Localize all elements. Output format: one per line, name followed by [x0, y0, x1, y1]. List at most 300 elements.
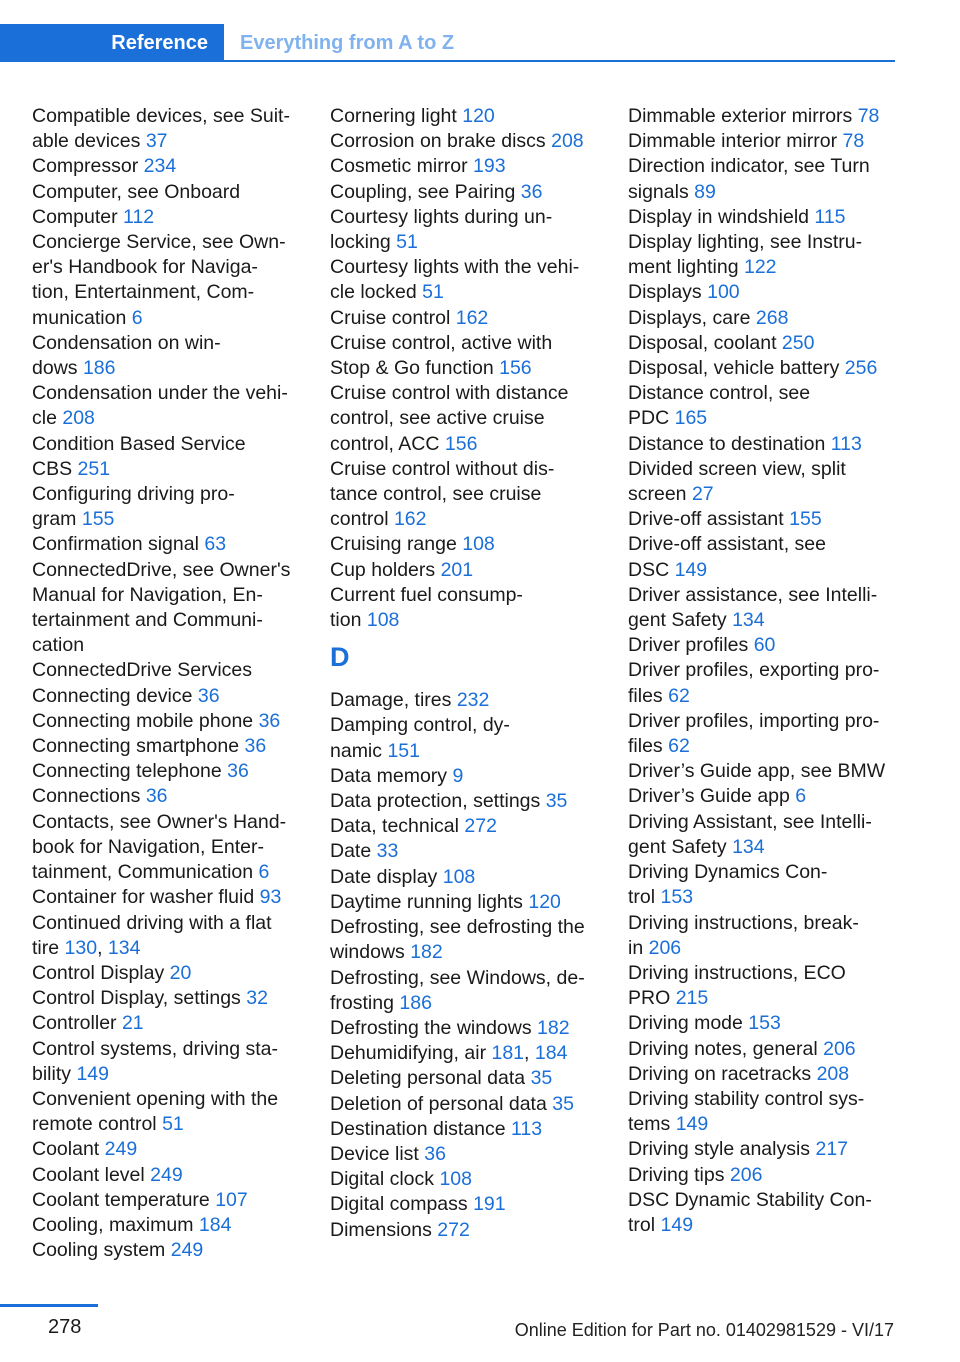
- index-entry-text: Condensation under the vehi-: [32, 382, 288, 405]
- index-letter-heading: D: [330, 642, 350, 673]
- index-entry: [628, 154, 898, 204]
- index-entry-text: tertainment and Communi-: [32, 609, 263, 632]
- index-entry-text: Coupling, see Pairing 36: [330, 180, 543, 203]
- index-entry: [32, 1037, 304, 1087]
- index-entry: [628, 810, 898, 860]
- index-entry-text: Cooling, maximum 184: [32, 1213, 232, 1236]
- page-reference-link[interactable]: 108: [462, 533, 495, 556]
- index-entry-text: Driver profiles, exporting pro-: [628, 659, 880, 682]
- index-entry: [32, 154, 304, 179]
- page-reference-link[interactable]: 153: [660, 886, 694, 909]
- index-entry: [628, 709, 898, 759]
- index-entry: [330, 1192, 602, 1217]
- index-entry-text: Control Display, settings 32: [32, 987, 268, 1010]
- index-entry-text: files 62: [628, 735, 690, 758]
- index-entry: [330, 381, 602, 457]
- index-entry: [628, 1037, 898, 1062]
- index-entry: [330, 1066, 602, 1091]
- index-entry-text: Control Display 20: [32, 961, 192, 984]
- index-entry-text: cation: [32, 634, 85, 657]
- index-entry-text: PDC 165: [628, 407, 708, 430]
- index-entry-text: Damage, tires 232: [330, 689, 490, 712]
- index-entry-text: cle locked 51: [330, 281, 444, 304]
- edition-note: Online Edition for Part no. 01402981529 - VI/17: [514, 1320, 894, 1340]
- page-reference-link[interactable]: 268: [755, 306, 789, 329]
- index-entry-text: DSC Dynamic Stability Con-: [628, 1188, 872, 1211]
- index-entry: [628, 457, 898, 507]
- index-entry: [32, 885, 304, 910]
- index-entry: [628, 1062, 898, 1087]
- index-entry-text: Coolant 249: [32, 1138, 138, 1161]
- page-reference-link[interactable]: 9: [452, 764, 464, 787]
- index-entry: [330, 154, 602, 179]
- index-entry: [330, 688, 602, 713]
- index-entry: [32, 104, 304, 154]
- index-entry-text: Convenient opening with the: [32, 1087, 279, 1110]
- index-entry: [330, 532, 602, 557]
- index-entry-text: Driving mode 153: [628, 1012, 781, 1035]
- index-entry-text: Condition Based Service: [32, 432, 246, 455]
- index-entry-text: Cruise control, active with: [330, 331, 553, 354]
- page-reference-link[interactable]: 234: [143, 155, 177, 178]
- index-entry-text: Compatible devices, see Suit-: [32, 105, 290, 127]
- index-entry-text: Driver’s Guide app 6: [628, 785, 807, 808]
- index-entry-text: Connecting device 36: [32, 684, 220, 707]
- page-reference-link[interactable]: 35: [530, 1067, 553, 1090]
- page-reference-link[interactable]: 165: [674, 407, 708, 430]
- page-reference-link[interactable]: 201: [440, 558, 474, 581]
- index-entry-text: frosting 186: [330, 991, 432, 1014]
- index-entry-text: Divided screen view, split: [628, 457, 846, 480]
- page-reference-link[interactable]: 78: [857, 105, 880, 127]
- page-reference-link[interactable]: 36: [227, 760, 249, 783]
- index-entry: [330, 1218, 602, 1243]
- index-entry: [330, 1167, 602, 1192]
- page-reference-link[interactable]: 182: [537, 1016, 570, 1039]
- index-entry-text: Date 33: [330, 840, 399, 863]
- index-entry-text: control, see active cruise: [330, 407, 545, 430]
- index-entry-text: tire 130, 134: [32, 936, 141, 959]
- page-reference-link[interactable]: 155: [789, 508, 822, 531]
- page-reference-link[interactable]: 134: [732, 835, 765, 858]
- index-entry: [628, 356, 898, 381]
- index-entry: [32, 381, 304, 431]
- page-reference-link[interactable]: 27: [691, 483, 714, 506]
- index-entry-text: Driving on racetracks 208: [628, 1062, 850, 1085]
- index-entry-text: Connections 36: [32, 785, 168, 808]
- page-reference-link[interactable]: 120: [528, 890, 561, 913]
- header-tab-reference: Reference: [0, 24, 224, 62]
- page-reference-link[interactable]: 208: [816, 1062, 850, 1085]
- index-entry-text: er's Handbook for Naviga-: [32, 256, 258, 279]
- index-entry: [330, 255, 602, 305]
- page-reference-link[interactable]: 35: [545, 790, 568, 813]
- index-entry-text: ment lighting 122: [628, 256, 777, 279]
- index-entry-text: gram 155: [32, 508, 115, 531]
- index-entry-text: Connecting telephone 36: [32, 760, 249, 783]
- index-entry-text: CBS 251: [32, 457, 111, 480]
- index-entry: [628, 230, 898, 280]
- index-entry-text: Device list 36: [330, 1142, 446, 1165]
- index-entry: [330, 1092, 602, 1117]
- index-entry: [628, 961, 898, 1011]
- page-reference-link[interactable]: 113: [830, 432, 862, 455]
- page-reference-link[interactable]: 156: [499, 357, 532, 380]
- index-entry: [330, 129, 602, 154]
- index-entry: [330, 205, 602, 255]
- page-reference-link[interactable]: 108: [442, 865, 476, 888]
- index-entry: [32, 1188, 304, 1213]
- page-reference-link[interactable]: 134: [107, 936, 141, 959]
- index-entry: [32, 784, 304, 809]
- page-reference-link[interactable]: 181: [491, 1042, 525, 1065]
- index-entry: [628, 860, 898, 910]
- index-entry: [628, 331, 898, 356]
- index-entry-text: Cruise control with distance: [330, 382, 569, 405]
- index-entry: [330, 915, 602, 965]
- index-entry-text: Stop & Go function 156: [330, 357, 532, 380]
- index-entry-text: Connecting mobile phone 36: [32, 709, 281, 732]
- index-entry: [628, 532, 898, 582]
- index-entry-text: Display in windshield 115: [628, 205, 846, 228]
- index-entry: [330, 331, 602, 381]
- page-reference-link[interactable]: 63: [204, 533, 227, 556]
- page-reference-link[interactable]: 32: [246, 987, 268, 1010]
- page-reference-link[interactable]: 134: [732, 609, 765, 632]
- index-entry-text: Cruise control 162: [330, 306, 489, 329]
- page-reference-link[interactable]: 206: [823, 1037, 856, 1060]
- index-entry: [628, 1087, 898, 1137]
- index-entry: [628, 759, 898, 809]
- page-reference-link[interactable]: 120: [462, 105, 495, 127]
- page-reference-link[interactable]: 60: [753, 634, 776, 657]
- index-entry-text: locking 51: [330, 231, 418, 254]
- index-entry-text: gent Safety 134: [628, 609, 765, 632]
- index-entry-text: dows 186: [32, 357, 116, 380]
- index-entry-text: Computer 112: [32, 205, 155, 228]
- page-reference-link[interactable]: 250: [781, 331, 815, 354]
- index-entry-text: Disposal, coolant 250: [628, 331, 815, 354]
- index-entry: [330, 180, 602, 205]
- page-reference-link[interactable]: 36: [258, 709, 281, 732]
- page-reference-link[interactable]: 115: [814, 205, 846, 228]
- page-reference-link[interactable]: 6: [795, 785, 807, 808]
- page-reference-link[interactable]: 232: [456, 689, 490, 712]
- index-entry-text: Dimmable interior mirror 78: [628, 130, 865, 153]
- index-entry-text: Cruise control without dis-: [330, 457, 555, 480]
- page-reference-link[interactable]: 149: [76, 1062, 109, 1085]
- page-reference-link[interactable]: 208: [62, 407, 95, 430]
- index-entry-text: Data protection, settings 35: [330, 790, 568, 813]
- index-entry-text: Digital compass 191: [330, 1193, 506, 1216]
- page-reference-link[interactable]: 156: [444, 432, 478, 455]
- index-entry-text: Cup holders 201: [330, 558, 474, 581]
- index-entry: [628, 658, 898, 708]
- index-entry-text: Cornering light 120: [330, 105, 495, 127]
- page-reference-link[interactable]: 256: [844, 357, 878, 380]
- index-entry-text: Condensation on win-: [32, 331, 221, 354]
- page-reference-link[interactable]: 37: [145, 130, 168, 153]
- index-entry: [32, 558, 304, 659]
- footer-rule: [0, 1304, 98, 1307]
- index-entry: [330, 457, 602, 533]
- page-reference-link[interactable]: 272: [437, 1218, 470, 1241]
- index-entry-text: Driving stability control sys-: [628, 1087, 865, 1110]
- index-entry-text: cle 208: [32, 407, 95, 430]
- page-reference-link[interactable]: 162: [455, 306, 489, 329]
- index-entry-text: Defrosting the windows 182: [330, 1016, 570, 1039]
- index-entry: [32, 684, 304, 709]
- index-entry-text: ConnectedDrive Services: [32, 659, 253, 682]
- index-entry: [32, 986, 304, 1011]
- index-entry: [628, 911, 898, 961]
- index-entry-text: Deletion of personal data 35: [330, 1092, 574, 1115]
- index-entry-text: Cooling system 249: [32, 1239, 204, 1262]
- index-entry: [330, 966, 602, 1016]
- index-entry-text: Defrosting, see Windows, de-: [330, 966, 585, 989]
- index-entry-text: Driving style analysis 217: [628, 1138, 849, 1161]
- page-reference-link[interactable]: 62: [668, 684, 690, 707]
- index-entry: [32, 432, 304, 482]
- index-entry-text: Drive-off assistant, see: [628, 533, 826, 556]
- index-entry-text: tion, Entertainment, Com-: [32, 281, 255, 304]
- index-entry-text: tance control, see cruise: [330, 483, 542, 506]
- index-entry: [628, 1137, 898, 1162]
- page-reference-link[interactable]: 206: [648, 936, 682, 959]
- page-reference-link[interactable]: 162: [393, 508, 427, 531]
- index-entry-text: Deleting personal data 35: [330, 1067, 553, 1090]
- page-reference-link[interactable]: 191: [473, 1193, 506, 1216]
- index-entry-text: Driving instructions, break-: [628, 911, 859, 934]
- page-number: 278: [48, 1316, 82, 1338]
- index-entry: [330, 1016, 602, 1041]
- index-entry-text: Concierge Service, see Own-: [32, 231, 286, 254]
- index-entry-text: Compressor 234: [32, 155, 177, 178]
- index-entry-text: Dehumidifying, air 181, 184: [330, 1042, 568, 1065]
- index-entry: [628, 507, 898, 532]
- page-reference-link[interactable]: 113: [511, 1117, 543, 1140]
- page-reference-link[interactable]: 100: [707, 281, 740, 304]
- index-entry-text: tainment, Communication 6: [32, 861, 270, 884]
- index-entry: [628, 633, 898, 658]
- index-entry: [330, 890, 602, 915]
- page-reference-link[interactable]: 51: [162, 1113, 184, 1136]
- header-section-title: Everything from A to Z: [240, 31, 455, 54]
- page-reference-link[interactable]: 217: [815, 1138, 849, 1161]
- page-reference-link[interactable]: 215: [675, 987, 709, 1010]
- index-entry-text: Data, technical 272: [330, 815, 497, 838]
- index-entry-text: Driver assistance, see Intelli-: [628, 583, 878, 606]
- page-reference-link[interactable]: 108: [439, 1168, 472, 1191]
- page-reference-link[interactable]: 36: [145, 785, 168, 808]
- index-entry: [330, 839, 602, 864]
- index-entry: [32, 1213, 304, 1238]
- index-entry: [32, 1137, 304, 1162]
- page-reference-link[interactable]: 155: [81, 508, 115, 531]
- index-entry: [330, 865, 602, 890]
- index-entry-text: Container for washer fluid 93: [32, 886, 282, 909]
- index-entry: [32, 180, 304, 230]
- page-reference-link[interactable]: 184: [198, 1213, 232, 1236]
- index-entry-text: book for Navigation, Enter-: [32, 835, 264, 858]
- page-reference-link[interactable]: 108: [366, 609, 400, 632]
- index-entry: [330, 713, 602, 763]
- index-entry-text: PRO 215: [628, 987, 709, 1010]
- page-reference-link[interactable]: 272: [464, 815, 497, 838]
- index-entry-text: Dimmable exterior mirrors 78: [628, 105, 880, 127]
- page-reference-link[interactable]: 112: [123, 205, 155, 228]
- page-reference-link[interactable]: 89: [694, 180, 716, 203]
- index-entry-text: Cruising range 108: [330, 533, 495, 556]
- index-entry: [628, 1011, 898, 1036]
- index-entry: [330, 104, 602, 129]
- page-reference-link[interactable]: 208: [551, 130, 584, 153]
- page-reference-link[interactable]: 122: [743, 256, 777, 279]
- index-entry: [628, 432, 898, 457]
- index-entry-text: windows 182: [330, 941, 443, 964]
- index-entry-text: in 206: [628, 936, 682, 959]
- index-entry-text: Coolant temperature 107: [32, 1188, 248, 1211]
- page-reference-link[interactable]: 36: [197, 684, 220, 707]
- index-entry: [330, 814, 602, 839]
- index-entry: [32, 1011, 304, 1036]
- index-entry: [32, 709, 304, 734]
- page-reference-link[interactable]: 149: [674, 558, 708, 581]
- page-reference-link[interactable]: 107: [215, 1188, 248, 1211]
- index-entry: [628, 280, 898, 305]
- index-entry-text: files 62: [628, 684, 690, 707]
- index-entry-text: signals 89: [628, 180, 716, 203]
- page-reference-link[interactable]: 36: [424, 1142, 446, 1165]
- index-entry-text: Contacts, see Owner's Hand-: [32, 810, 287, 833]
- page-reference-link[interactable]: 35: [552, 1092, 574, 1115]
- page-reference-link[interactable]: 20: [169, 961, 192, 984]
- index-entry: [628, 1188, 898, 1238]
- page-reference-link[interactable]: 149: [660, 1213, 694, 1236]
- page-reference-link[interactable]: 251: [77, 457, 111, 480]
- index-entry-text: Computer, see Onboard: [32, 180, 241, 203]
- index-entry-text: Destination distance 113: [330, 1117, 543, 1140]
- page-reference-link[interactable]: 51: [396, 231, 418, 254]
- index-entry-text: munication 6: [32, 306, 143, 329]
- page-reference-link[interactable]: 6: [258, 861, 270, 884]
- index-entry: [628, 129, 898, 154]
- index-entry: [32, 1238, 304, 1263]
- index-entry-text: trol 153: [628, 886, 694, 909]
- index-entry-text: Damping control, dy-: [330, 714, 510, 737]
- index-entry-text: Connecting smartphone 36: [32, 735, 267, 758]
- index-entry: [32, 532, 304, 557]
- index-entry-text: Driving Dynamics Con-: [628, 861, 828, 884]
- page-reference-link[interactable]: 36: [520, 180, 543, 203]
- index-entry: [330, 1142, 602, 1167]
- index-entry-text: Dimensions 272: [330, 1218, 470, 1241]
- index-entry: [32, 911, 304, 961]
- index-entry-text: tion 108: [330, 609, 400, 632]
- index-entry-text: control, ACC 156: [330, 432, 478, 455]
- page-reference-link[interactable]: 151: [387, 739, 420, 762]
- index-entry-text: Distance control, see: [628, 382, 811, 405]
- index-entry: [330, 789, 602, 814]
- index-column-1: [32, 104, 304, 1263]
- page-reference-link[interactable]: 193: [473, 155, 506, 178]
- index-entry: [32, 482, 304, 532]
- page-reference-link[interactable]: 182: [410, 941, 443, 964]
- page-reference-link[interactable]: 249: [104, 1138, 138, 1161]
- index-entry: [32, 230, 304, 331]
- page-reference-link[interactable]: 249: [170, 1239, 204, 1262]
- index-entry-text: Coolant level 249: [32, 1163, 183, 1186]
- index-entry-text: Driving notes, general 206: [628, 1037, 856, 1060]
- index-entry-text: Control systems, driving sta-: [32, 1037, 278, 1060]
- index-entry-text: Disposal, vehicle battery 256: [628, 357, 878, 380]
- index-entry-text: gent Safety 134: [628, 835, 765, 858]
- page-reference-link[interactable]: 93: [259, 886, 282, 909]
- page-reference-link[interactable]: 153: [748, 1012, 781, 1035]
- index-entry: [628, 1163, 898, 1188]
- index-entry-text: Driving instructions, ECO: [628, 961, 846, 984]
- index-entry-text: Driving tips 206: [628, 1163, 763, 1186]
- page-reference-link[interactable]: 186: [399, 991, 432, 1014]
- page-reference-link[interactable]: 78: [842, 130, 865, 153]
- index-entry: [32, 1163, 304, 1188]
- index-entry: [330, 306, 602, 331]
- page-reference-link[interactable]: 186: [82, 357, 116, 380]
- page-reference-link[interactable]: 206: [729, 1163, 763, 1186]
- index-entry: [628, 381, 898, 431]
- index-entry-text: Defrosting, see defrosting the: [330, 916, 585, 939]
- page-reference-link[interactable]: 6: [131, 306, 143, 329]
- page-reference-link[interactable]: 33: [376, 840, 399, 863]
- index-entry-text: able devices 37: [32, 130, 168, 153]
- page-reference-link[interactable]: 149: [675, 1113, 709, 1136]
- index-entry-text: Direction indicator, see Turn: [628, 155, 870, 178]
- index-entry-text: Driver profiles, importing pro-: [628, 709, 880, 732]
- index-entry: [628, 306, 898, 331]
- index-entry: [32, 1087, 304, 1137]
- index-entry-text: ConnectedDrive, see Owner's: [32, 558, 291, 581]
- index-column-2: [330, 104, 602, 1243]
- index-entry-text: Cosmetic mirror 193: [330, 155, 506, 178]
- page-reference-link[interactable]: 36: [244, 735, 267, 758]
- page-header: [0, 24, 895, 62]
- index-entry: [628, 583, 898, 633]
- page-reference-link[interactable]: 184: [534, 1042, 568, 1065]
- index-column-3: [628, 104, 898, 1238]
- index-entry-text: Displays 100: [628, 281, 740, 304]
- page-reference-link[interactable]: 130: [64, 936, 98, 959]
- index-entry: [628, 205, 898, 230]
- index-entry-text: Date display 108: [330, 865, 476, 888]
- page-reference-link[interactable]: 21: [121, 1012, 144, 1035]
- page-reference-link[interactable]: 51: [422, 281, 444, 304]
- index-entry-text: Display lighting, see Instru-: [628, 231, 863, 254]
- index-entry-text: tems 149: [628, 1113, 709, 1136]
- index-entry: [32, 961, 304, 986]
- index-entry-text: Courtesy lights with the vehi-: [330, 256, 580, 279]
- page-reference-link[interactable]: 62: [668, 735, 690, 758]
- index-entry-text: Digital clock 108: [330, 1168, 472, 1191]
- index-entry-text: Distance to destination 113: [628, 432, 862, 455]
- index-entry: [330, 558, 602, 583]
- index-entry-text: control 162: [330, 508, 427, 531]
- index-entry-text: Driver’s Guide app, see BMW: [628, 760, 886, 783]
- index-entry: [32, 658, 304, 683]
- index-entry-text: bility 149: [32, 1062, 109, 1085]
- page-reference-link[interactable]: 249: [150, 1163, 183, 1186]
- index-entry-text: screen 27: [628, 483, 714, 506]
- index-entry-text: Daytime running lights 120: [330, 890, 561, 913]
